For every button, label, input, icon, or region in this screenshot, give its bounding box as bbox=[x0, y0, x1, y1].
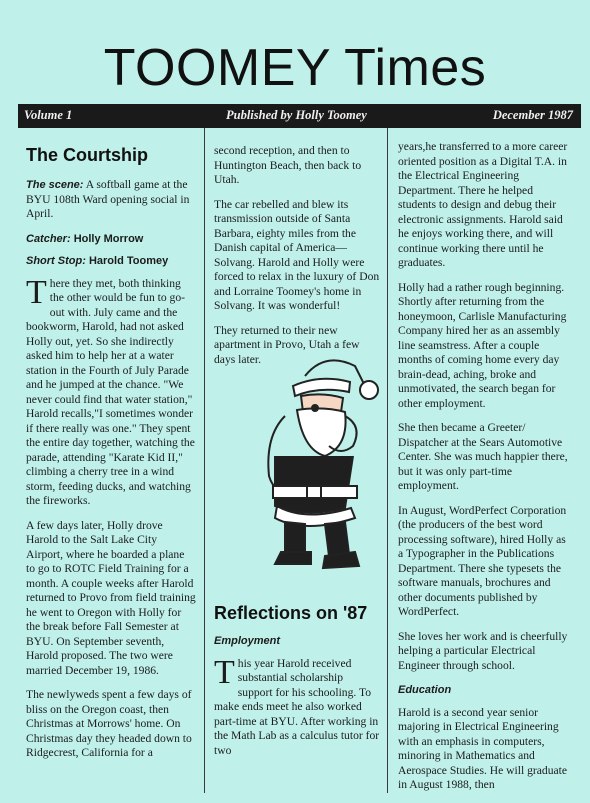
shortstop-label: Short Stop: bbox=[26, 255, 86, 267]
column-divider bbox=[387, 128, 388, 793]
column-3 bbox=[398, 140, 570, 803]
col3-p3: She then became a Greeter/ Dispatcher at the Sears Automotive Center. She was much happier there, but it was only part-time employment. bbox=[398, 421, 568, 492]
issue-date: December 1987 bbox=[492, 108, 573, 122]
courtship-p5: The car rebelled and blew its transmission outside of Santa Barbara, eighty miles from the Danish capital of America—Solvang. Harold and Holly were forced to relax in the luxury of Don and Lorraine Toomey's home in Solvang. It was wonderful! bbox=[214, 197, 380, 312]
reflections-p1: his year Harold received substantial scholarship support for his schooling. To make ends meet he also worked part-time at BYU. After working in the Math Lab as a calculus tutor for two bbox=[214, 656, 380, 757]
col3-p4: In August, WordPerfect Corporation (the producers of the best word processing software), hired Holly as a Typographer in the Publications Department. There she typesets the software manuals, brochures and other documents published by WordPerfect. bbox=[398, 503, 567, 618]
shortstop-name: Harold Toomey bbox=[88, 255, 169, 267]
col3-p1: years,he transferred to a more career oriented position as a Digital T.A. in the Electrical Engineering Department. There he helped students to design and debug their electronic assignments. Harold said he enjoys working there, and will continue working there until he graduates. bbox=[398, 140, 568, 269]
catcher-label: Catcher: bbox=[26, 232, 71, 245]
courtship-p1: here they met, both thinking the other would be fun to go-out with. July came and the bookworm, Harold, had not asked Holly out, yet. So she indirectly asked him to help her at a water station in the Fourth of July Parade and he jumped at the chance. "We never could find that water station," Harold recalls,"I sometimes wonder if there really was one." They spent the entire day together, watching the parade, attending "Karate Kid II," climbing a cherry tree in a wind storm, feeding ducks, and watching the fireworks. bbox=[26, 276, 195, 507]
reflections-paragraph bbox=[214, 653, 380, 759]
shortstop-line bbox=[26, 254, 196, 269]
employment-heading: Employment bbox=[214, 635, 281, 647]
scene-line bbox=[26, 178, 196, 222]
publisher-label: Published by Holly Toomey bbox=[226, 108, 367, 122]
column-2 bbox=[214, 144, 380, 377]
reflections-section bbox=[214, 602, 380, 768]
banner bbox=[18, 104, 581, 128]
col3-p6: Harold is a second year senior majoring in Electrical Engineering with an emphasis in computers, minoring in Mathematics and Aerospace Studies. He will graduate in August 1988, then bbox=[398, 705, 568, 791]
courtship-heading: The Courtship bbox=[26, 145, 148, 165]
drop-cap: T bbox=[26, 273, 47, 311]
volume-label: Volume 1 bbox=[24, 108, 73, 122]
catcher-line bbox=[26, 232, 196, 247]
scene-text: A softball game at the BYU 108th Ward opening social in April. bbox=[26, 178, 190, 220]
courtship-p2: A few days later, Holly drove Harold to the Salt Lake City Airport, where he boarded a plane to go to ROTC Field Training for a month. A couple weeks after Harold returned to Provo from field training he went to Oregon with Holly for the break before Fall Semester at BYU. On September seventh, Harold proposed. The two were married December 19, 1986. bbox=[26, 518, 196, 677]
education-heading: Education bbox=[398, 684, 452, 696]
masthead-title: TOOMEY Times bbox=[103, 39, 487, 97]
santa-illustration bbox=[245, 346, 385, 578]
courtship-p3: The newlyweds spent a few days of bliss on the Oregon coast, then Christmas at Morrows' home. On Christmas day they headed down to Ridgecrest, California for a bbox=[26, 688, 192, 759]
catcher-name: Holly Morrow bbox=[73, 232, 144, 245]
courtship-paragraph bbox=[26, 273, 196, 509]
column-1 bbox=[26, 144, 196, 771]
col3-p2: Holly had a rather rough beginning. Shortly after returning from the honeymoon, Carlisle Manufacturing Company hired her as an assembly line seamstress. After a couple months of coming home every day brain-dead, aching, broke and unmotivated, the search began for other employment. bbox=[398, 280, 567, 410]
courtship-p6: They returned to their new apartment in Provo, Utah a few days later. bbox=[214, 323, 360, 366]
col3-p5: She loves her work and is cheerfully helping a particular Electrical Engineer through school. bbox=[398, 629, 568, 672]
reflections-heading: Reflections on '87 bbox=[214, 603, 368, 623]
scene-label: The scene: bbox=[26, 179, 84, 191]
drop-cap: T bbox=[214, 653, 235, 691]
courtship-p4: second reception, and then to Huntington Beach, then back to Utah. bbox=[214, 144, 362, 186]
column-divider bbox=[204, 128, 205, 793]
